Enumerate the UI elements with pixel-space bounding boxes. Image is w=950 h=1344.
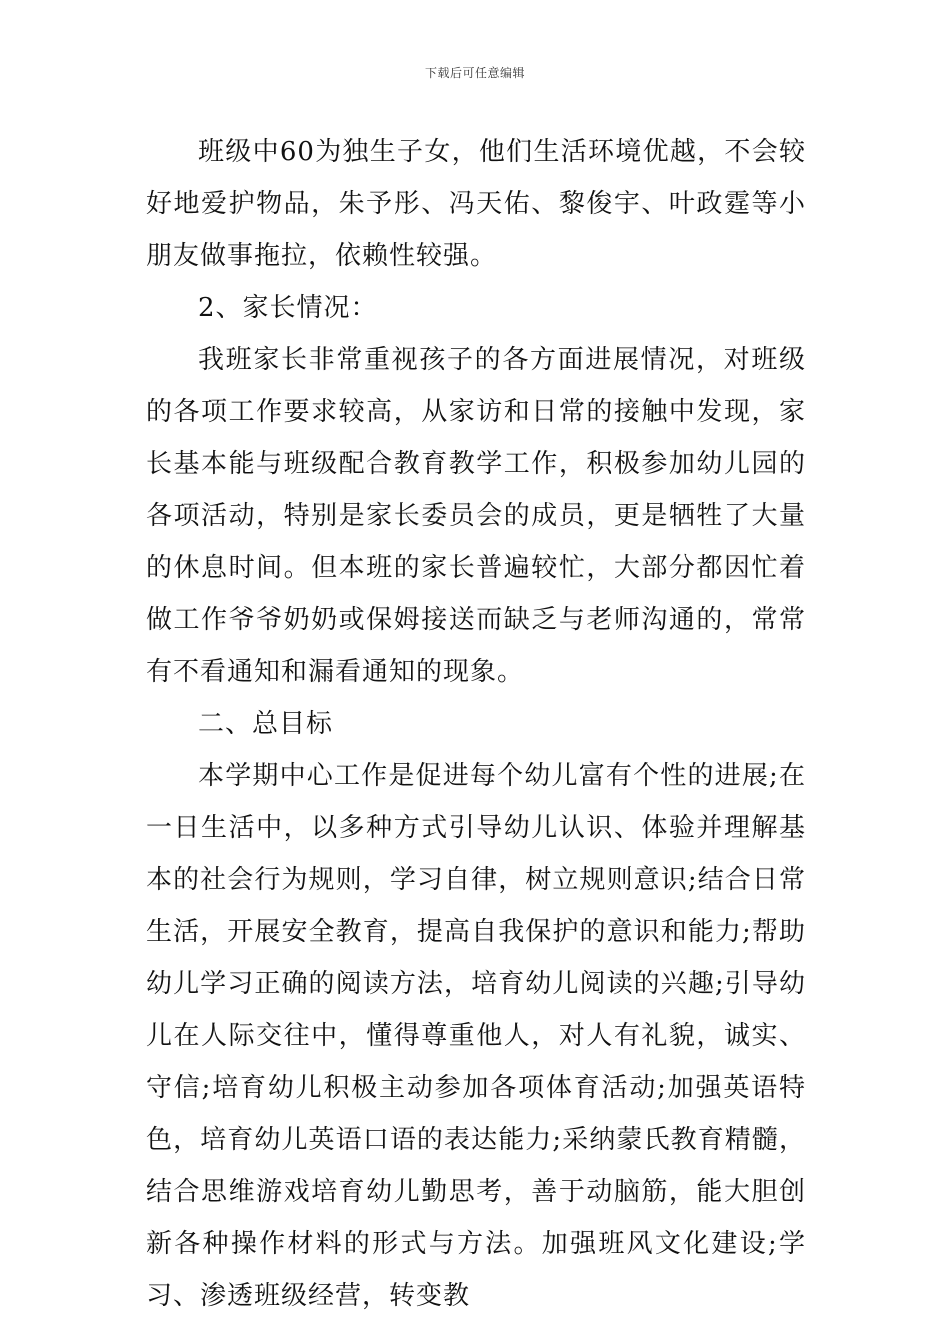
header-note: 下载后可任意编辑 bbox=[424, 66, 525, 80]
paragraph-parents-heading: 2、家长情况： bbox=[198, 293, 378, 323]
section-heading-overall-goals: 二、总目标 bbox=[198, 709, 334, 739]
document-body bbox=[146, 126, 806, 1322]
paragraph-semester-goals: 本学期中心工作是促进每个幼儿富有个性的进展;在一日生活中，以多种方式引导幼儿认识、体验并理解基本的社会行为规则，学习自律，树立规则意识;结合日常生活，开展安全教育，提高自我保护的意识和能力;帮助幼儿学习正确的阅读方法，培育幼儿阅读的兴趣;引导幼儿在人际交往中，懂得尊重他人，对人有礼貌，诚实、守信;培育幼儿积极主动参加各项体育活动;加强英语特色，培育幼儿英语口语的表达能力;采纳蒙氏教育精髓，结合思维游戏培育幼儿勤思考，善于动脑筋，能大胆创新各种操作材料的形式与方法。加强班风文化建设;学习、渗透班级经营，转变教 bbox=[146, 761, 806, 1311]
paragraph-only-children: 班级中60为独生子女，他们生活环境优越，不会较好地爱护物品，朱予彤、冯天佑、黎俊宇、叶政霆等小朋友做事拖拉，依赖性较强。 bbox=[146, 137, 806, 271]
paragraph-parents-situation: 我班家长非常重视孩子的各方面进展情况，对班级的各项工作要求较高，从家访和日常的接触中发现，家长基本能与班级配合教育教学工作，积极参加幼儿园的各项活动，特别是家长委员会的成员，更是牺牲了大量的休息时间。但本班的家长普遍较忙，大部分都因忙着做工作爷爷奶奶或保姆接送而缺乏与老师沟通的，常常有不看通知和漏看通知的现象。 bbox=[146, 345, 806, 687]
